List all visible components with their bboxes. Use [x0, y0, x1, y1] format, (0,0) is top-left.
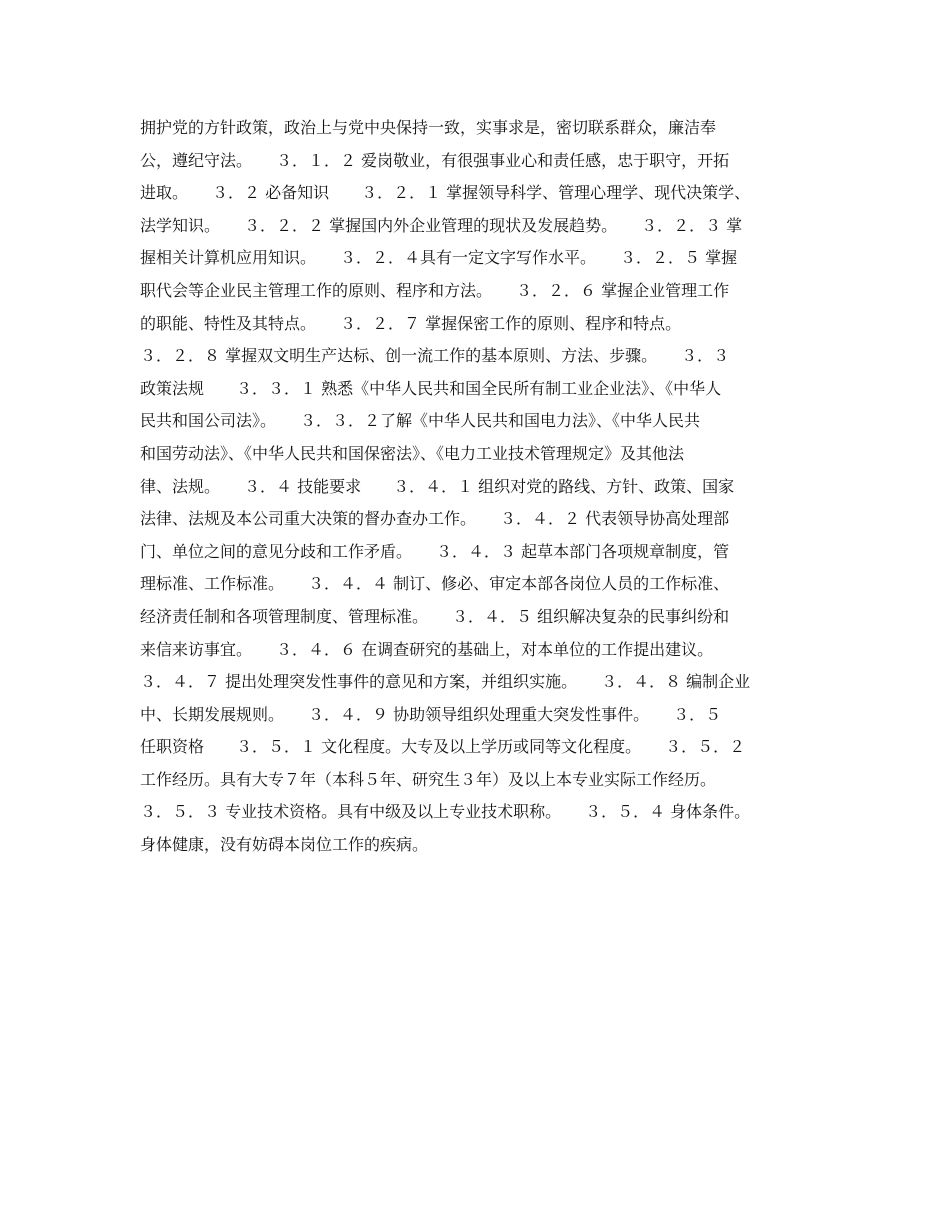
text-line: 理标准、工作标准。 ３．４．４ 制订、修必、审定本部各岗位人员的工作标准、: [140, 574, 730, 594]
text-line: 经济责任制和各项管理制度、管理标准。 ３．４．５ 组织解决复杂的民事纠纷和: [140, 606, 730, 626]
text-line: 法学知识。 ３．２．２ 掌握国内外企业管理的现状及发展趋势。 ３．２．３ 掌: [140, 215, 743, 235]
document-body: [140, 112, 840, 862]
text-line: 和国劳动法》、《中华人民共和国保密法》、《电力工业技术管理规定》及其他法: [140, 443, 685, 463]
text-line: 工作经历。具有大专７年（本科５年、研究生３年）及以上本专业实际工作经历。: [140, 769, 717, 789]
text-line: 身体健康，没有妨碍本岗位工作的疾病。: [140, 835, 429, 855]
text-line: 进取。 ３．２ 必备知识 ３．２．１ 掌握领导科学、管理心理学、现代决策学、: [140, 183, 751, 203]
text-line: 政策法规 ３．３．１ 熟悉《中华人民共和国全民所有制工业企业法》、《中华人: [140, 378, 722, 398]
text-line: 中、长期发展规则。 ３．４．９ 协助领导组织处理重大突发性事件。 ３．５: [140, 704, 722, 724]
text-line: 任职资格 ３．５．１ 文化程度。大专及以上学历或同等文化程度。 ３．５．２: [140, 737, 746, 757]
text-line: 法律、法规及本公司重大决策的督办查办工作。 ３．４．２ 代表领导协高处理部: [140, 509, 730, 529]
text-line: 的职能、特性及其特点。 ３．２．７ 掌握保密工作的原则、程序和特点。: [140, 313, 682, 333]
text-line: 律、法规。 ３．４ 技能要求 ３．４．１ 组织对党的路线、方针、政策、国家: [140, 476, 735, 496]
text-line: 拥护党的方针政策，政治上与党中央保持一致，实事求是，密切联系群众，廉洁奉: [140, 118, 717, 137]
text-line: ３．５．３ 专业技术资格。具有中级及以上专业技术职称。 ３．５．４ 身体条件。: [140, 802, 751, 822]
text-line: ３．４．７ 提出处理突发性事件的意见和方案，并组织实施。 ３．４．８ 编制企业: [140, 672, 751, 692]
text-line: 来信来访事宜。 ３．４．６ 在调查研究的基础上，对本单位的工作提出建议。: [140, 639, 714, 659]
text-line: ３．２．８ 掌握双文明生产达标、创一流工作的基本原则、方法、步骤。 ３．３: [140, 346, 730, 366]
text-line: 公，遵纪守法。 ３．１．２ 爱岗敬业，有很强事业心和责任感，忠于职守，开拓: [140, 150, 730, 170]
text-line: 握相关计算机应用知识。 ３．２．４具有一定文字写作水平。 ３．２．５ 掌握: [140, 248, 738, 268]
text-line: 职代会等企业民主管理工作的原则、程序和方法。 ３．２．６ 掌握企业管理工作: [140, 280, 730, 300]
text-line: 民共和国公司法》。 ３．３．２了解《中华人民共和国电力法》、《中华人民共: [140, 411, 701, 431]
text-line: 门、单位之间的意见分歧和工作矛盾。 ３．４．３ 起草本部门各项规章制度，管: [140, 541, 730, 561]
